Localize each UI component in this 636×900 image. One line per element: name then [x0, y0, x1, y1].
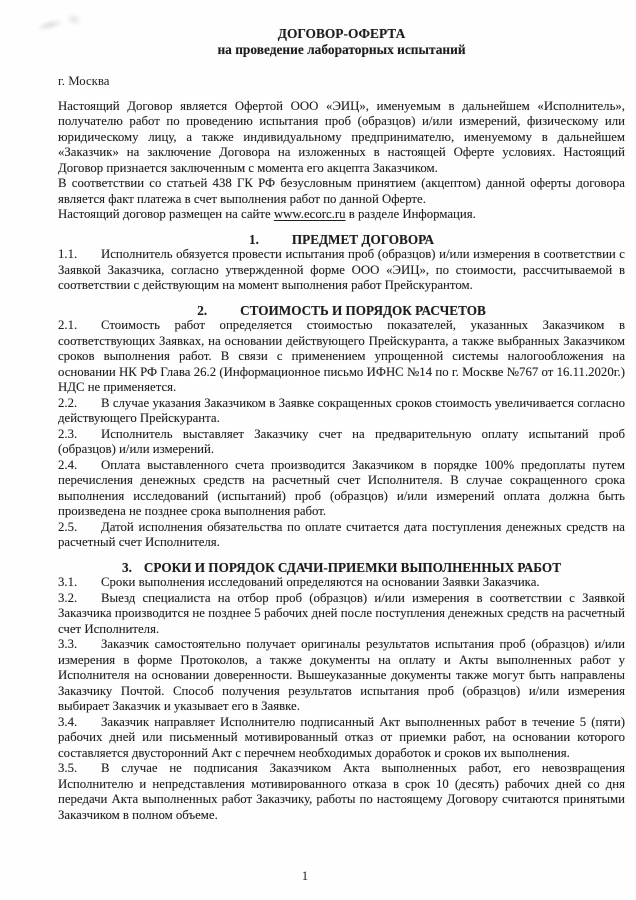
- section-1-number: 1.: [248, 231, 259, 247]
- intro-paragraph-3: [58, 207, 625, 223]
- clause-number: 2.1.: [58, 318, 78, 332]
- clause-1-1: [58, 247, 625, 294]
- document-title: ДОГОВОР-ОФЕРТА: [277, 26, 406, 41]
- page-number: 1: [301, 869, 309, 883]
- city-line: г. Москва: [58, 74, 110, 88]
- clause-2-1: [58, 318, 625, 396]
- intro-paragraph-1: Настоящий Договор является Офертой ООО «ЭИЦ», именуемым в дальнейшем «Исполнитель», получателю работ по проведению испытания проб (образцов) и/или измерений, физическому или юридическому лицу, а также индивидуальному предпринимателю, именуемому в дальнейшем «Заказчик» на заключение Договора на изложенных в настоящей Оферте условиях. Настоящий Договор признается заключенным с момента его акцепта Заказчиком.: [58, 98, 625, 175]
- clause-text: Заказчик направляет Исполнителю подписанный Акт выполненных работ в течение 5 (пяти) рабочих дней или письменный мотивированный отказ от приемки работ, на основании которого составляется двусторонний Акт с перечнем необходимых доработок и сроков их выполнения.: [58, 714, 625, 760]
- section-3-heading: [58, 560, 625, 576]
- website-sentence-suffix: в разделе Информация.: [345, 207, 476, 221]
- clause-3-3: [58, 637, 625, 715]
- document-subtitle: на проведение лабораторных испытаний: [217, 42, 466, 57]
- clause-text: Выезд специалиста на отбор проб (образцов) и/или измерения в соответствии с Заявкой Заказчика производится не позднее 5 рабочих дней после поступления денежных средств на расчетный счет Исполнителя.: [58, 590, 625, 636]
- clause-3-2: [58, 591, 625, 638]
- clause-number: 3.1.: [58, 575, 78, 589]
- section-2-heading: [58, 303, 625, 319]
- clause-text: В случае указания Заказчиком в Заявке сокращенных сроков стоимость увеличивается согласно действующего Прейскуранта.: [58, 395, 625, 425]
- website-sentence-prefix: Настоящий договор размещен на сайте: [58, 207, 274, 221]
- clause-number: 1.1.: [58, 247, 78, 261]
- clause-text: Датой исполнения обязательства по оплате считается дата поступления денежных средств на расчетный счет Исполнителя.: [58, 519, 625, 549]
- clause-3-1: [58, 575, 625, 591]
- clause-text: Стоимость работ определяется стоимостью показателей, указанных Заказчиком в соответствующих Заявках, на основании действующего Прейскуранта, а также выбранных Заказчиком сроков выполнения работ. В связи с применением упрощенной системы налогообложения на основании НК РФ Глава 26.2 (Информационное письмо ИФНС №14 по г. Москве №767 от 16.11.2020г.) НДС не применяется.: [58, 318, 625, 394]
- intro-paragraph-2: В соответствии со статьей 438 ГК РФ безусловным принятием (акцептом) данной оферты договора является факт платежа в счет выполнения работ по данной Оферте.: [58, 176, 625, 206]
- clause-number: 3.2.: [58, 590, 78, 605]
- section-2-number: 2.: [197, 302, 208, 318]
- clause-text: Исполнитель выставляет Заказчику счет на предварительную оплату испытаний проб (образцов) и/или измерений.: [58, 426, 625, 456]
- clause-number: 2.5.: [58, 519, 78, 534]
- clause-number: 2.2.: [58, 395, 78, 410]
- clause-text: Заказчик самостоятельно получает оригиналы результатов испытания проб (образцов) и/или измерения в форме Протоколов, а также документы на оплату и Акты выполненных работ у Исполнителя на основании доверенности. Вышеуказанные документы также могут быть направлены Заказчику Почтой. Способ получения результатов испытания проб (образцов) и/или измерения выбирает Заказчик и указывает его в Заявке.: [58, 637, 625, 713]
- clause-3-5: [58, 761, 625, 823]
- clause-number: 3.5.: [58, 761, 78, 775]
- clause-number: 3.4.: [58, 714, 78, 729]
- clause-2-4: [58, 458, 625, 520]
- clause-text: Сроки выполнения исследований определяются на основании Заявки Заказчика.: [101, 575, 540, 589]
- website-link: www.ecorc.ru: [273, 207, 346, 221]
- section-3-number: 3.: [121, 559, 132, 575]
- clause-number: 3.3.: [58, 637, 78, 651]
- clause-number: 2.4.: [58, 457, 78, 472]
- clause-2-2: [58, 396, 625, 427]
- clause-2-3: [58, 427, 625, 458]
- clause-text: Исполнитель обязуется провести испытания проб (образцов) и/или измерения в соответствии с Заявкой Заказчика, согласно утвержденной форме ООО «ЭИЦ», по стоимости, рассчитываемой в соответствии с действующим на момент выполнения работ Прейскурантом.: [58, 247, 625, 292]
- section-3-title: СРОКИ И ПОРЯДОК СДАЧИ-ПРИЕМКИ ВЫПОЛНЕННЫХ РАБОТ: [143, 559, 561, 575]
- section-1-heading: [58, 232, 625, 248]
- clause-2-5: [58, 520, 625, 551]
- section-2-title: СТОИМОСТЬ И ПОРЯДОК РАСЧЕТОВ: [240, 302, 486, 318]
- clause-3-4: [58, 715, 625, 762]
- section-1-title: ПРЕДМЕТ ДОГОВОРА: [291, 231, 434, 247]
- clause-number: 2.3.: [58, 426, 78, 441]
- clause-text: Оплата выставленного счета производится Заказчиком в порядке 100% предоплаты путем перечисления денежных средств на расчетный счет Исполнителя. В случае сокращенного срока выполнения исследований (испытаний) проб (образцов) и/или измерений оплата должна быть произведена не позднее срока выполнения работ.: [58, 457, 625, 518]
- clause-text: В случае не подписания Заказчиком Акта выполненных работ, его невозвращения Исполнителю и непредставления мотивированного отказа в срок 10 (десять) рабочих дней со дня передачи Акта выполненных работ Заказчику, работы по настоящему Договору считаются принятыми Заказчиком в полном объеме.: [58, 761, 625, 822]
